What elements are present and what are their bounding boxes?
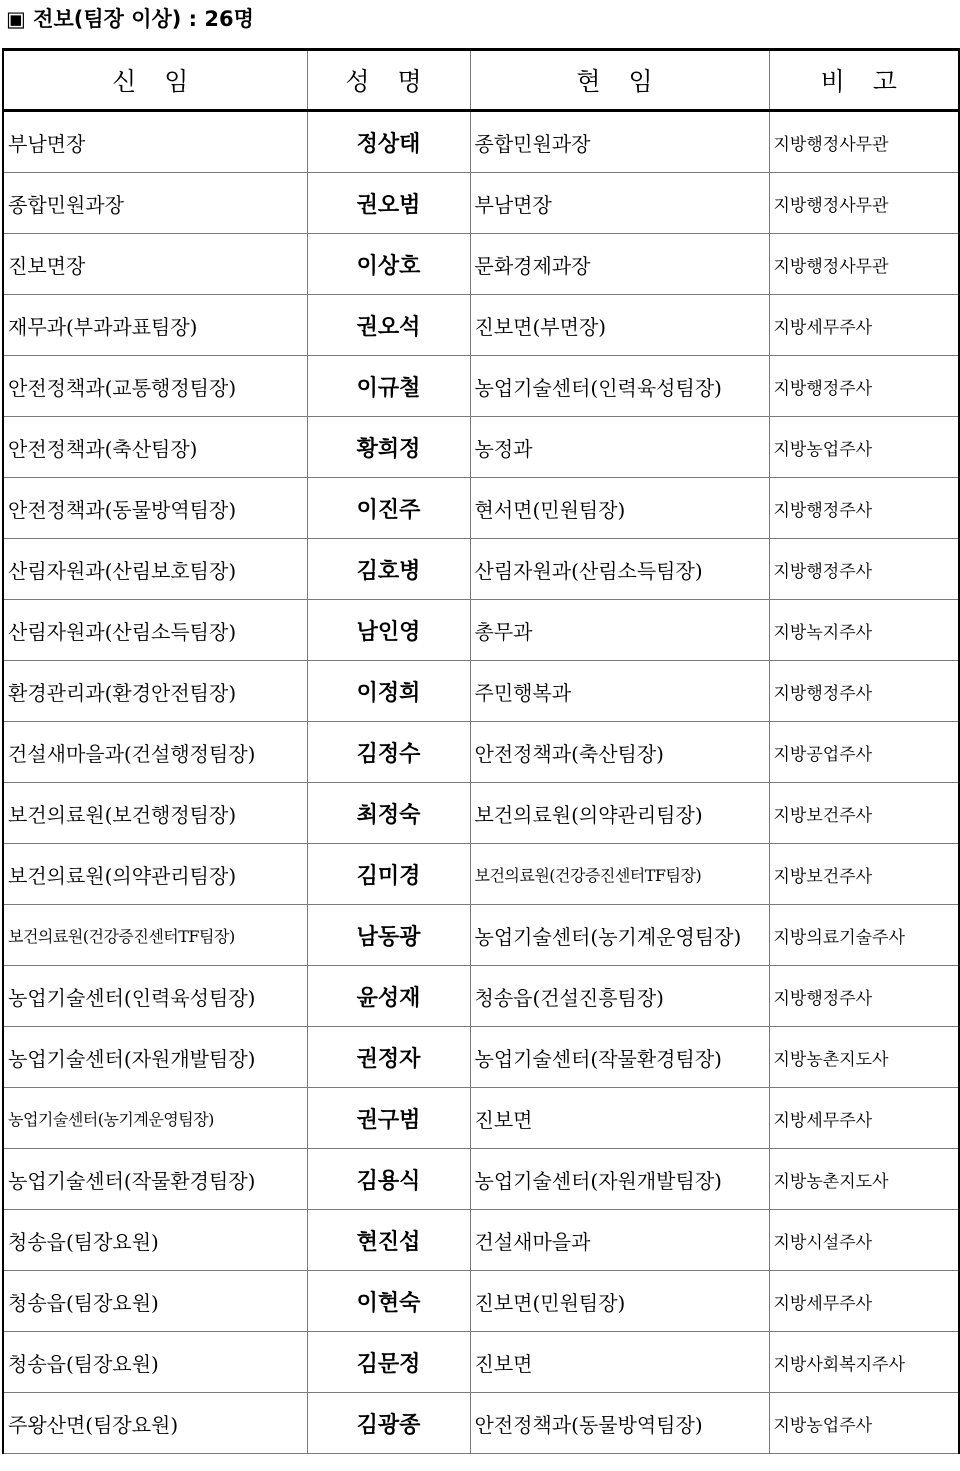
new-post-cell: 보건의료원(건강증진센터TF팀장) <box>3 905 307 966</box>
person-name-cell: 김광종 <box>307 1393 470 1454</box>
current-post-cell: 진보면(민원팀장) <box>470 1271 769 1332</box>
person-name-cell: 김호병 <box>307 539 470 600</box>
current-post-cell: 진보면(부면장) <box>470 295 769 356</box>
current-post-cell: 농업기술센터(인력육성팀장) <box>470 356 769 417</box>
table-row <box>3 783 959 844</box>
header-new-post: 신 임 <box>3 50 307 111</box>
table-row <box>3 173 959 234</box>
current-post-cell: 진보면 <box>470 1332 769 1393</box>
remarks-cell: 지방행정사무관 <box>769 173 959 234</box>
remarks-cell: 지방농업주사 <box>769 1393 959 1454</box>
current-post-cell: 농업기술센터(농기계운영팀장) <box>470 905 769 966</box>
table-row <box>3 295 959 356</box>
remarks-cell: 지방행정사무관 <box>769 234 959 295</box>
table-row <box>3 234 959 295</box>
person-name-cell: 정상태 <box>307 111 470 173</box>
new-post-cell: 농업기술센터(자원개발팀장) <box>3 1027 307 1088</box>
table-row <box>3 1210 959 1271</box>
table-row <box>3 966 959 1027</box>
person-name-cell: 현진섭 <box>307 1210 470 1271</box>
person-name-cell: 이상호 <box>307 234 470 295</box>
new-post-cell: 보건의료원(의약관리팀장) <box>3 844 307 905</box>
table-row <box>3 539 959 600</box>
person-name-cell: 김미경 <box>307 844 470 905</box>
remarks-cell: 지방녹지주사 <box>769 600 959 661</box>
current-post-cell: 청송읍(건설진흥팀장) <box>470 966 769 1027</box>
remarks-cell: 지방세무주사 <box>769 1088 959 1149</box>
current-post-cell: 현서면(민원팀장) <box>470 478 769 539</box>
remarks-cell: 지방사회복지주사 <box>769 1332 959 1393</box>
new-post-cell: 산림자원과(산림보호팀장) <box>3 539 307 600</box>
person-name-cell: 권구범 <box>307 1088 470 1149</box>
remarks-cell: 지방농업주사 <box>769 417 959 478</box>
new-post-cell: 농업기술센터(작물환경팀장) <box>3 1149 307 1210</box>
table-row <box>3 905 959 966</box>
table-header-row <box>3 50 959 111</box>
header-current-post: 현 임 <box>470 50 769 111</box>
new-post-cell: 청송읍(팀장요원) <box>3 1271 307 1332</box>
person-name-cell: 윤성재 <box>307 966 470 1027</box>
new-post-cell: 산림자원과(산림소득팀장) <box>3 600 307 661</box>
remarks-cell: 지방행정주사 <box>769 478 959 539</box>
section-heading: ▣ 전보(팀장 이상) : 26명 <box>6 7 254 31</box>
new-post-cell: 안전정책과(축산팀장) <box>3 417 307 478</box>
table-row <box>3 478 959 539</box>
personnel-transfer-table <box>2 48 960 1454</box>
current-post-cell: 농정과 <box>470 417 769 478</box>
current-post-cell: 문화경제과장 <box>470 234 769 295</box>
person-name-cell: 남인영 <box>307 600 470 661</box>
person-name-cell: 김용식 <box>307 1149 470 1210</box>
remarks-cell: 지방의료기술주사 <box>769 905 959 966</box>
table-row <box>3 1149 959 1210</box>
current-post-cell: 안전정책과(축산팀장) <box>470 722 769 783</box>
remarks-cell: 지방보건주사 <box>769 783 959 844</box>
current-post-cell: 진보면 <box>470 1088 769 1149</box>
person-name-cell: 황희정 <box>307 417 470 478</box>
new-post-cell: 환경관리과(환경안전팀장) <box>3 661 307 722</box>
current-post-cell: 보건의료원(건강증진센터TF팀장) <box>470 844 769 905</box>
current-post-cell: 농업기술센터(작물환경팀장) <box>470 1027 769 1088</box>
person-name-cell: 권오석 <box>307 295 470 356</box>
remarks-cell: 지방행정사무관 <box>769 111 959 173</box>
current-post-cell: 총무과 <box>470 600 769 661</box>
header-remarks: 비 고 <box>769 50 959 111</box>
new-post-cell: 청송읍(팀장요원) <box>3 1332 307 1393</box>
new-post-cell: 보건의료원(보건행정팀장) <box>3 783 307 844</box>
table-row <box>3 1088 959 1149</box>
new-post-cell: 주왕산면(팀장요원) <box>3 1393 307 1454</box>
header-name: 성 명 <box>307 50 470 111</box>
new-post-cell: 농업기술센터(농기계운영팀장) <box>3 1088 307 1149</box>
table-row <box>3 661 959 722</box>
table-row <box>3 1332 959 1393</box>
new-post-cell: 재무과(부과과표팀장) <box>3 295 307 356</box>
table-row <box>3 600 959 661</box>
table-row <box>3 1027 959 1088</box>
table-row <box>3 1393 959 1454</box>
table-row <box>3 111 959 173</box>
person-name-cell: 이진주 <box>307 478 470 539</box>
remarks-cell: 지방농촌지도사 <box>769 1027 959 1088</box>
person-name-cell: 권오범 <box>307 173 470 234</box>
table-body <box>3 111 959 1454</box>
remarks-cell: 지방공업주사 <box>769 722 959 783</box>
new-post-cell: 진보면장 <box>3 234 307 295</box>
current-post-cell: 안전정책과(동물방역팀장) <box>470 1393 769 1454</box>
person-name-cell: 김정수 <box>307 722 470 783</box>
new-post-cell: 안전정책과(교통행정팀장) <box>3 356 307 417</box>
person-name-cell: 이정희 <box>307 661 470 722</box>
new-post-cell: 종합민원과장 <box>3 173 307 234</box>
person-name-cell: 최정숙 <box>307 783 470 844</box>
new-post-cell: 안전정책과(동물방역팀장) <box>3 478 307 539</box>
remarks-cell: 지방행정주사 <box>769 356 959 417</box>
new-post-cell: 청송읍(팀장요원) <box>3 1210 307 1271</box>
table-row <box>3 417 959 478</box>
new-post-cell: 건설새마을과(건설행정팀장) <box>3 722 307 783</box>
table-row <box>3 722 959 783</box>
current-post-cell: 건설새마을과 <box>470 1210 769 1271</box>
person-name-cell: 이현숙 <box>307 1271 470 1332</box>
current-post-cell: 농업기술센터(자원개발팀장) <box>470 1149 769 1210</box>
current-post-cell: 보건의료원(의약관리팀장) <box>470 783 769 844</box>
remarks-cell: 지방행정주사 <box>769 539 959 600</box>
person-name-cell: 남동광 <box>307 905 470 966</box>
current-post-cell: 부남면장 <box>470 173 769 234</box>
new-post-cell: 농업기술센터(인력육성팀장) <box>3 966 307 1027</box>
table-row <box>3 844 959 905</box>
current-post-cell: 주민행복과 <box>470 661 769 722</box>
remarks-cell: 지방세무주사 <box>769 1271 959 1332</box>
person-name-cell: 김문정 <box>307 1332 470 1393</box>
current-post-cell: 산림자원과(산림소득팀장) <box>470 539 769 600</box>
remarks-cell: 지방행정주사 <box>769 966 959 1027</box>
table-row <box>3 1271 959 1332</box>
current-post-cell: 종합민원과장 <box>470 111 769 173</box>
new-post-cell: 부남면장 <box>3 111 307 173</box>
person-name-cell: 이규철 <box>307 356 470 417</box>
remarks-cell: 지방보건주사 <box>769 844 959 905</box>
remarks-cell: 지방시설주사 <box>769 1210 959 1271</box>
table-row <box>3 356 959 417</box>
remarks-cell: 지방행정주사 <box>769 661 959 722</box>
remarks-cell: 지방세무주사 <box>769 295 959 356</box>
person-name-cell: 권정자 <box>307 1027 470 1088</box>
remarks-cell: 지방농촌지도사 <box>769 1149 959 1210</box>
